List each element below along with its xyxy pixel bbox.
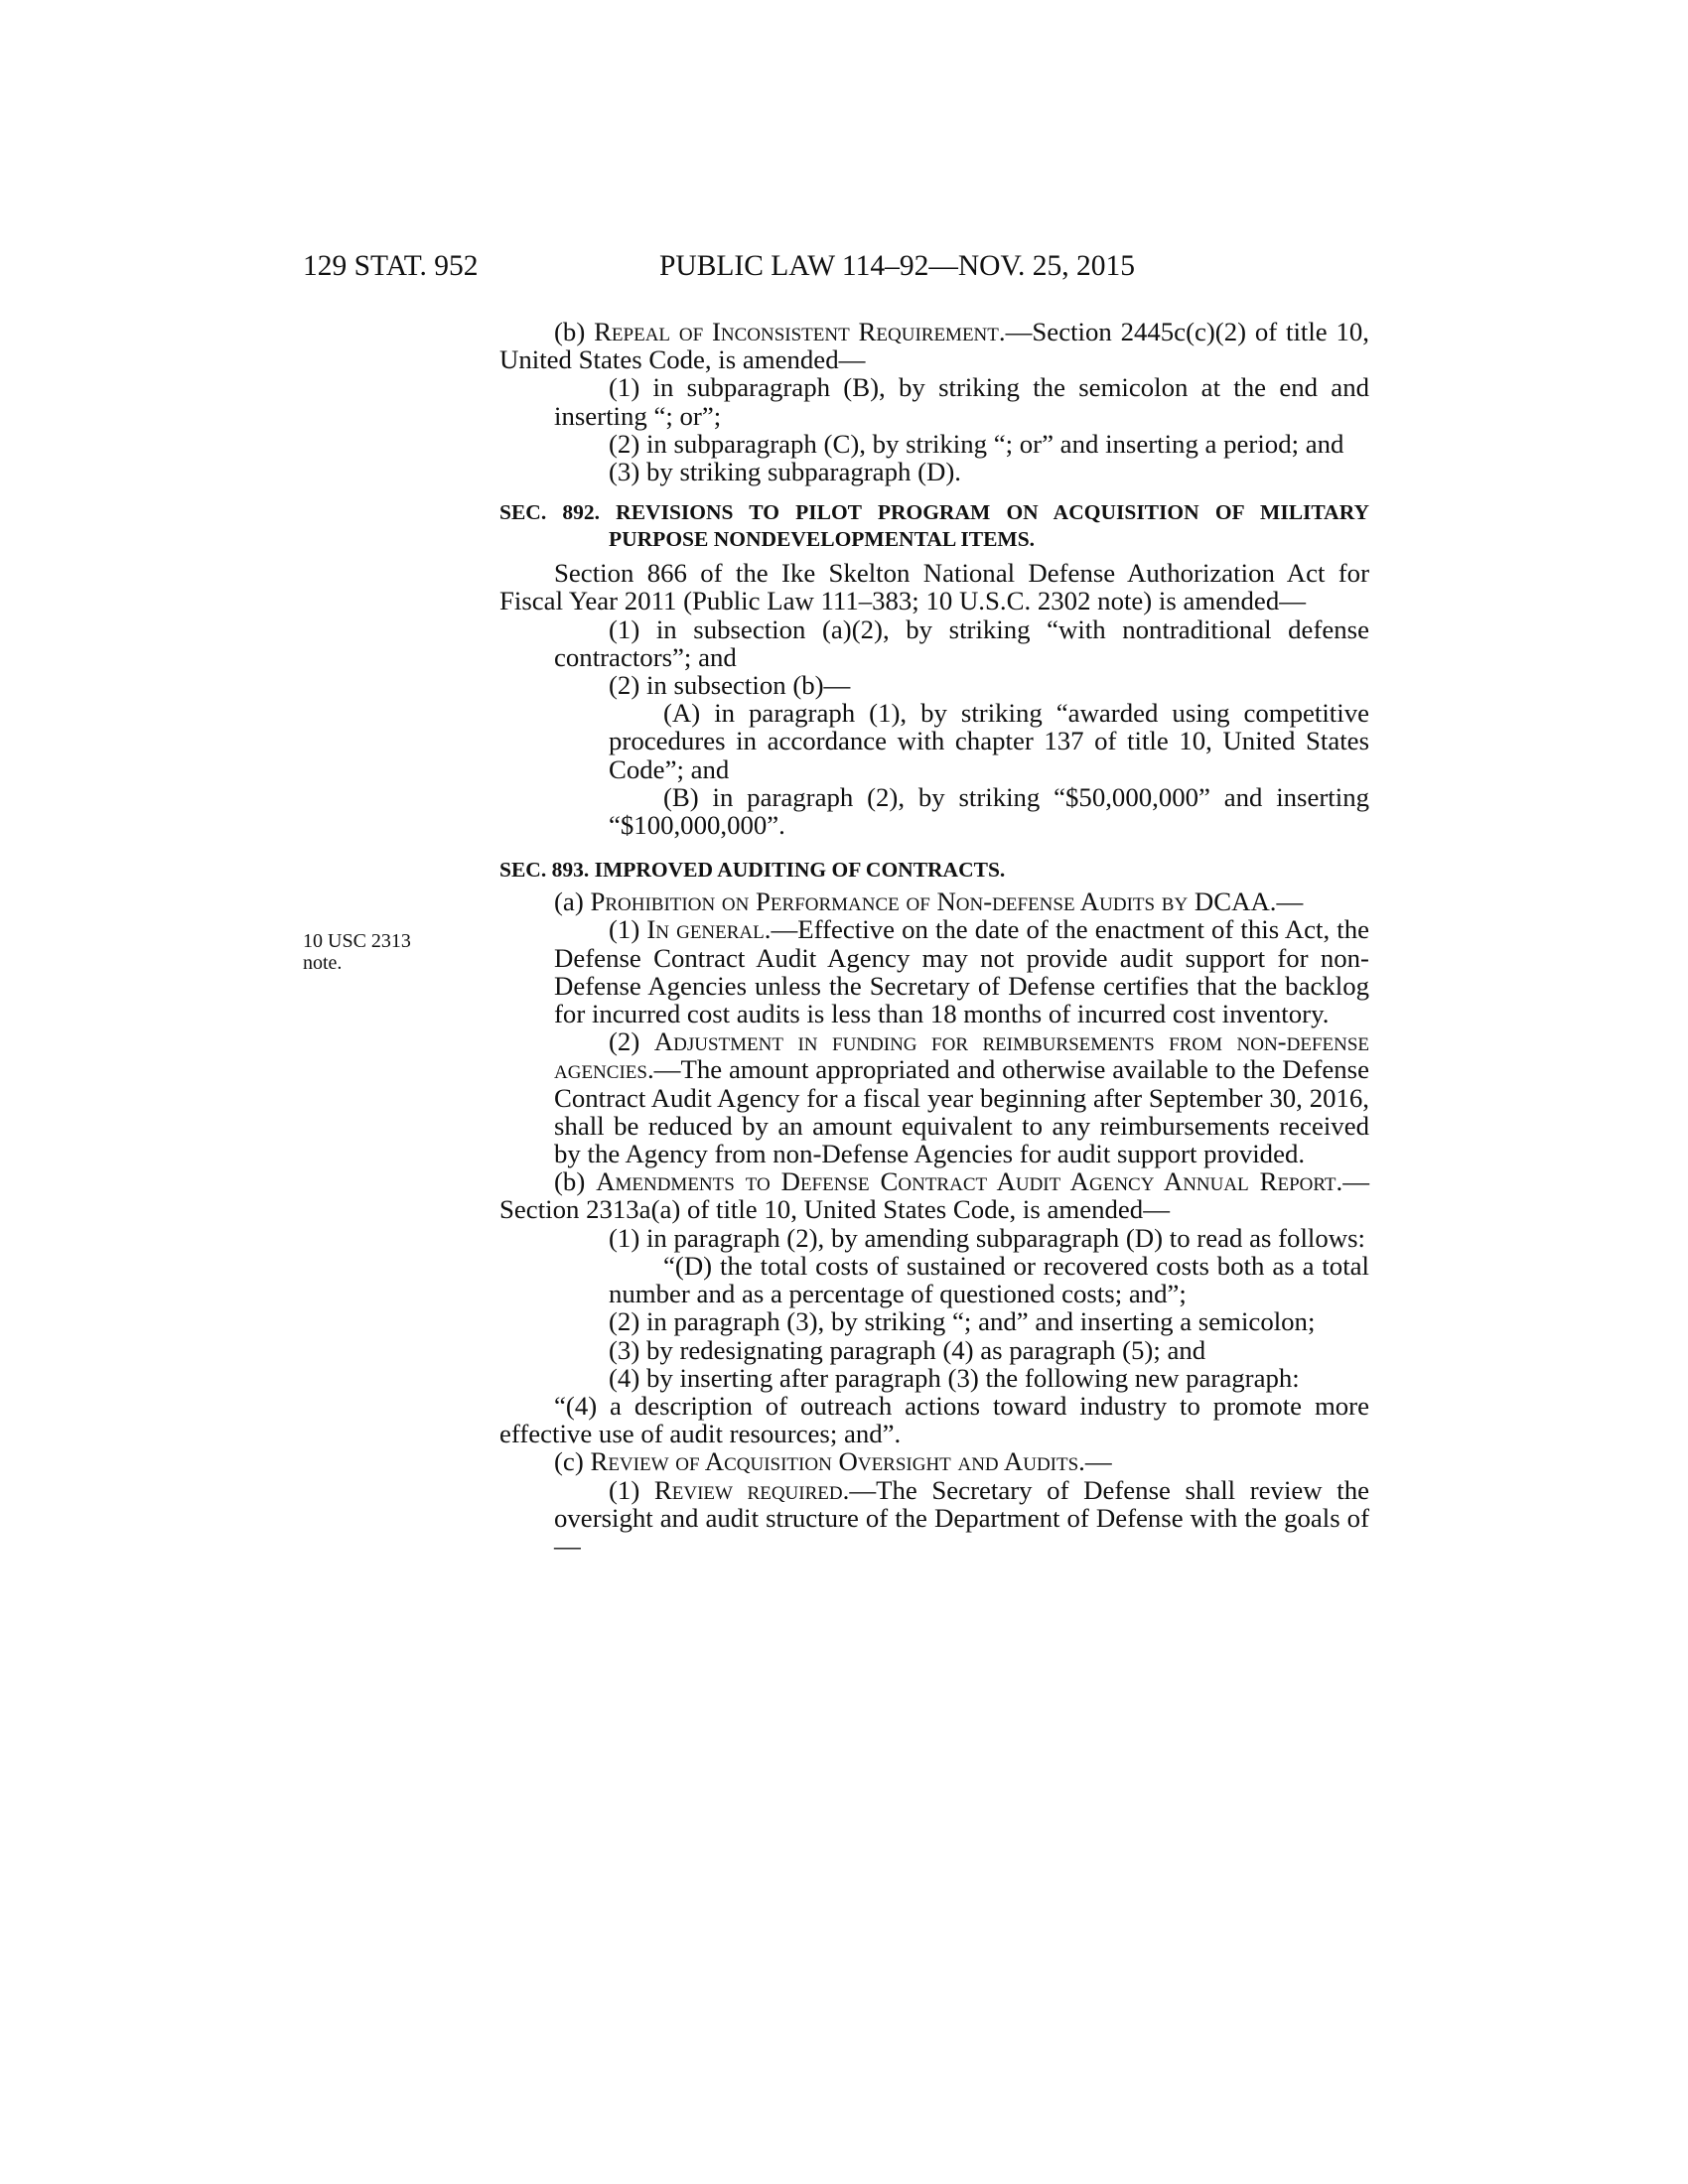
clause-bb2: (2) in paragraph (3), by striking “; and” and inserting a semicolon; [609, 1306, 1316, 1337]
paragraph-a-heading [499, 887, 1369, 915]
paragraph-heading: Prohibition on Performance of Non-defense Audits by DCAA. [590, 887, 1277, 917]
paragraph-dash: — [1084, 1446, 1112, 1477]
paragraph-heading: Amendments to Defense Contract Audit Agency Annual Report. [596, 1166, 1343, 1197]
paragraph-heading: Repeal of Inconsistent Requirement. [594, 317, 1006, 346]
margin-note [303, 930, 411, 974]
paragraph-text: —Effective on the date of the enactment of this Act, the Defense Contract Audit Agency may not provide audit support for non-Defense Agencies unless the Secretary of Defense certifies that the backlog for incurred cost audits is less than 18 months of incurred cost inventory. [554, 914, 1369, 1029]
clause-b1: (1) in subparagraph (B), by striking the semicolon at the end and inserting “; or”; [554, 372, 1369, 431]
paragraph-b-annual-report [499, 1167, 1369, 1223]
section-892-heading: SEC. 892. REVISIONS TO PILOT PROGRAM ON ACQUISITION OF MILITARY PURPOSE NONDEVELOPMENTAL ITEMS. [499, 500, 1369, 552]
section-892-clause-2b: (B) in paragraph (2), by striking “$50,000,000” and inserting “$100,000,000”. [609, 781, 1369, 841]
paragraph-designator: (c) [554, 1446, 591, 1477]
paragraph-heading: Review required. [653, 1474, 850, 1505]
paragraph-c1 [499, 1476, 1369, 1561]
paragraph-designator: (1) [609, 1474, 654, 1505]
margin-note-citation: 10 USC 2313 [303, 930, 411, 952]
paragraph-text: —Section 2445c(c)(2) of title 10, United States Code, is amended— [499, 317, 1369, 375]
section-892-intro: Section 866 of the Ike Skelton National Defense Authorization Act for Fiscal Year 2011 (Public Law 111–383; 10 U.S.C. 2302 note) is amended— [499, 558, 1369, 616]
document-body [499, 318, 1369, 1560]
section-892-clause-1: (1) in subsection (a)(2), by striking “with nontraditional defense contractors”; and [554, 614, 1369, 672]
section-892-clause-2: (2) in subsection (b)— [609, 670, 851, 701]
paragraph-a1 [499, 915, 1369, 1027]
section-893-heading: SEC. 893. IMPROVED AUDITING OF CONTRACTS. [499, 858, 1006, 883]
paragraph-a2 [499, 1027, 1369, 1167]
clause-bb3: (3) by redesignating paragraph (4) as paragraph (5); and [609, 1334, 1206, 1365]
page-stat-citation: 129 STAT. 952 [303, 250, 479, 282]
paragraph-designator: (b) [554, 1166, 597, 1197]
paragraph-text: —The amount appropriated and otherwise available to the Defense Contract Audit Agency for a fiscal year beginning after September 30, 2016, shall be reduced by an amount equivalent to any reimbursements received by the Agency from non-Defense Agencies for audit support provided. [554, 1054, 1369, 1169]
clause-bb4-quote: “(4) a description of outreach actions toward industry to promote more effective use of audit resources; and”. [499, 1390, 1369, 1449]
clause-bb1: (1) in paragraph (2), by amending subparagraph (D) to read as follows: [609, 1222, 1365, 1253]
section-892-clause-2a: (A) in paragraph (1), by striking “awarded using competitive procedures in accordance with chapter 137 of title 10, United States Code”; and [609, 698, 1369, 784]
paragraph-heading: Adjustment in funding for reimbursements from non-defense agencies. [554, 1026, 1369, 1085]
clause-b3: (3) by striking subparagraph (D). [609, 457, 961, 487]
paragraph-designator: (2) [609, 1026, 654, 1057]
paragraph-heading: Review of Acquisition Oversight and Audits. [590, 1446, 1085, 1477]
clause-bb1-quote: “(D) the total costs of sustained or recovered costs both as a total number and as a percentage of questioned costs; and”; [609, 1250, 1369, 1309]
clause-bb4: (4) by inserting after paragraph (3) the following new paragraph: [609, 1362, 1300, 1393]
paragraph-c-heading [499, 1447, 1369, 1475]
clause-b2: (2) in subparagraph (C), by striking “; or” and inserting a period; and [609, 428, 1344, 459]
paragraph-designator: (a) [554, 887, 591, 917]
paragraph-designator: (1) [609, 914, 647, 945]
paragraph-dash: — [1276, 887, 1304, 917]
margin-note-suffix: note. [303, 952, 343, 974]
running-header: PUBLIC LAW 114–92—NOV. 25, 2015 [659, 250, 1135, 282]
paragraph-text: —Section 2313a(a) of title 10, United States Code, is amended— [499, 1166, 1369, 1225]
paragraph-b-repeal [499, 318, 1369, 373]
paragraph-designator: (b) [554, 317, 595, 346]
paragraph-text: —The Secretary of Defense shall review the oversight and audit structure of the Department of Defense with the goals of— [554, 1474, 1370, 1561]
paragraph-heading: In general. [646, 914, 772, 945]
